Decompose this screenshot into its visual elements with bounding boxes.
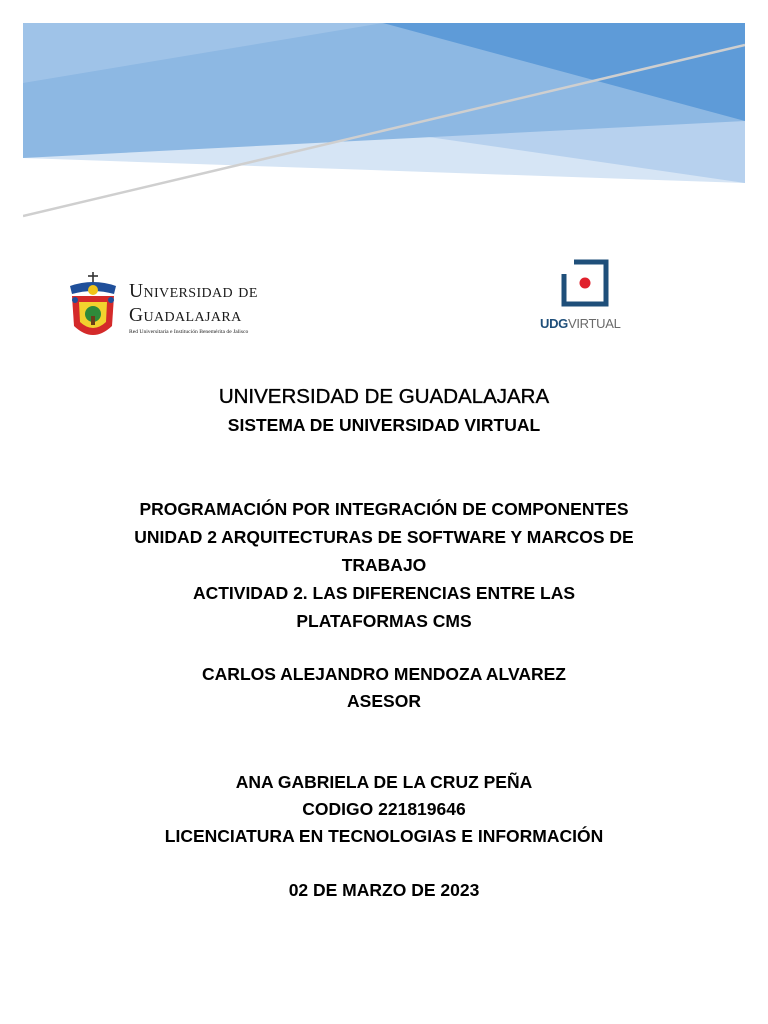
activity-title-line1: ACTIVIDAD 2. LAS DIFERENCIAS ENTRE LAS: [192, 583, 576, 603]
advisor-info: [60, 661, 708, 715]
unit-title-line2: TRABAJO: [341, 555, 427, 575]
header-banner-graphic: [23, 23, 745, 218]
udg-wordmark-line2: Guadalajara: [129, 304, 242, 326]
unit-title-line1: UNIDAD 2 ARQUITECTURAS DE SOFTWARE Y MARCOS DE: [134, 527, 634, 547]
student-info: [60, 769, 708, 850]
university-title: UNIVERSIDAD DE GUADALAJARA: [218, 385, 550, 408]
udg-virtual-text: [540, 316, 621, 331]
udg-virtual-logo: [538, 258, 638, 338]
header-banner: [23, 23, 745, 218]
udg-logo: [66, 270, 306, 350]
udg-virtual-text-udg: UDG: [540, 316, 568, 331]
udg-wordmark-line1: Universidad de: [129, 281, 258, 302]
program-name: LICENCIATURA EN TECNOLOGIAS E INFORMACIÓN: [164, 826, 604, 846]
udg-tagline: Red Universitaria e Institución Benemérita de Jalisco: [129, 329, 249, 335]
udg-virtual-text-virtual: VIRTUAL: [568, 316, 621, 331]
student-code: CODIGO 221819646: [302, 799, 466, 819]
course-info: [60, 495, 708, 635]
university-seal-icon: [66, 270, 120, 346]
udg-virtual-square-dot-icon: [560, 258, 610, 308]
course-title: PROGRAMACIÓN POR INTEGRACIÓN DE COMPONENTES: [139, 499, 629, 519]
advisor-name: CARLOS ALEJANDRO MENDOZA ALVAREZ: [202, 664, 566, 684]
student-name: ANA GABRIELA DE LA CRUZ PEÑA: [235, 772, 533, 792]
udg-wordmark: [129, 282, 258, 336]
advisor-role: ASESOR: [347, 691, 421, 711]
activity-title-line2: PLATAFORMAS CMS: [296, 611, 472, 631]
submission-date: 02 DE MARZO DE 2023: [288, 880, 480, 900]
system-subtitle: SISTEMA DE UNIVERSIDAD VIRTUAL: [227, 415, 541, 435]
